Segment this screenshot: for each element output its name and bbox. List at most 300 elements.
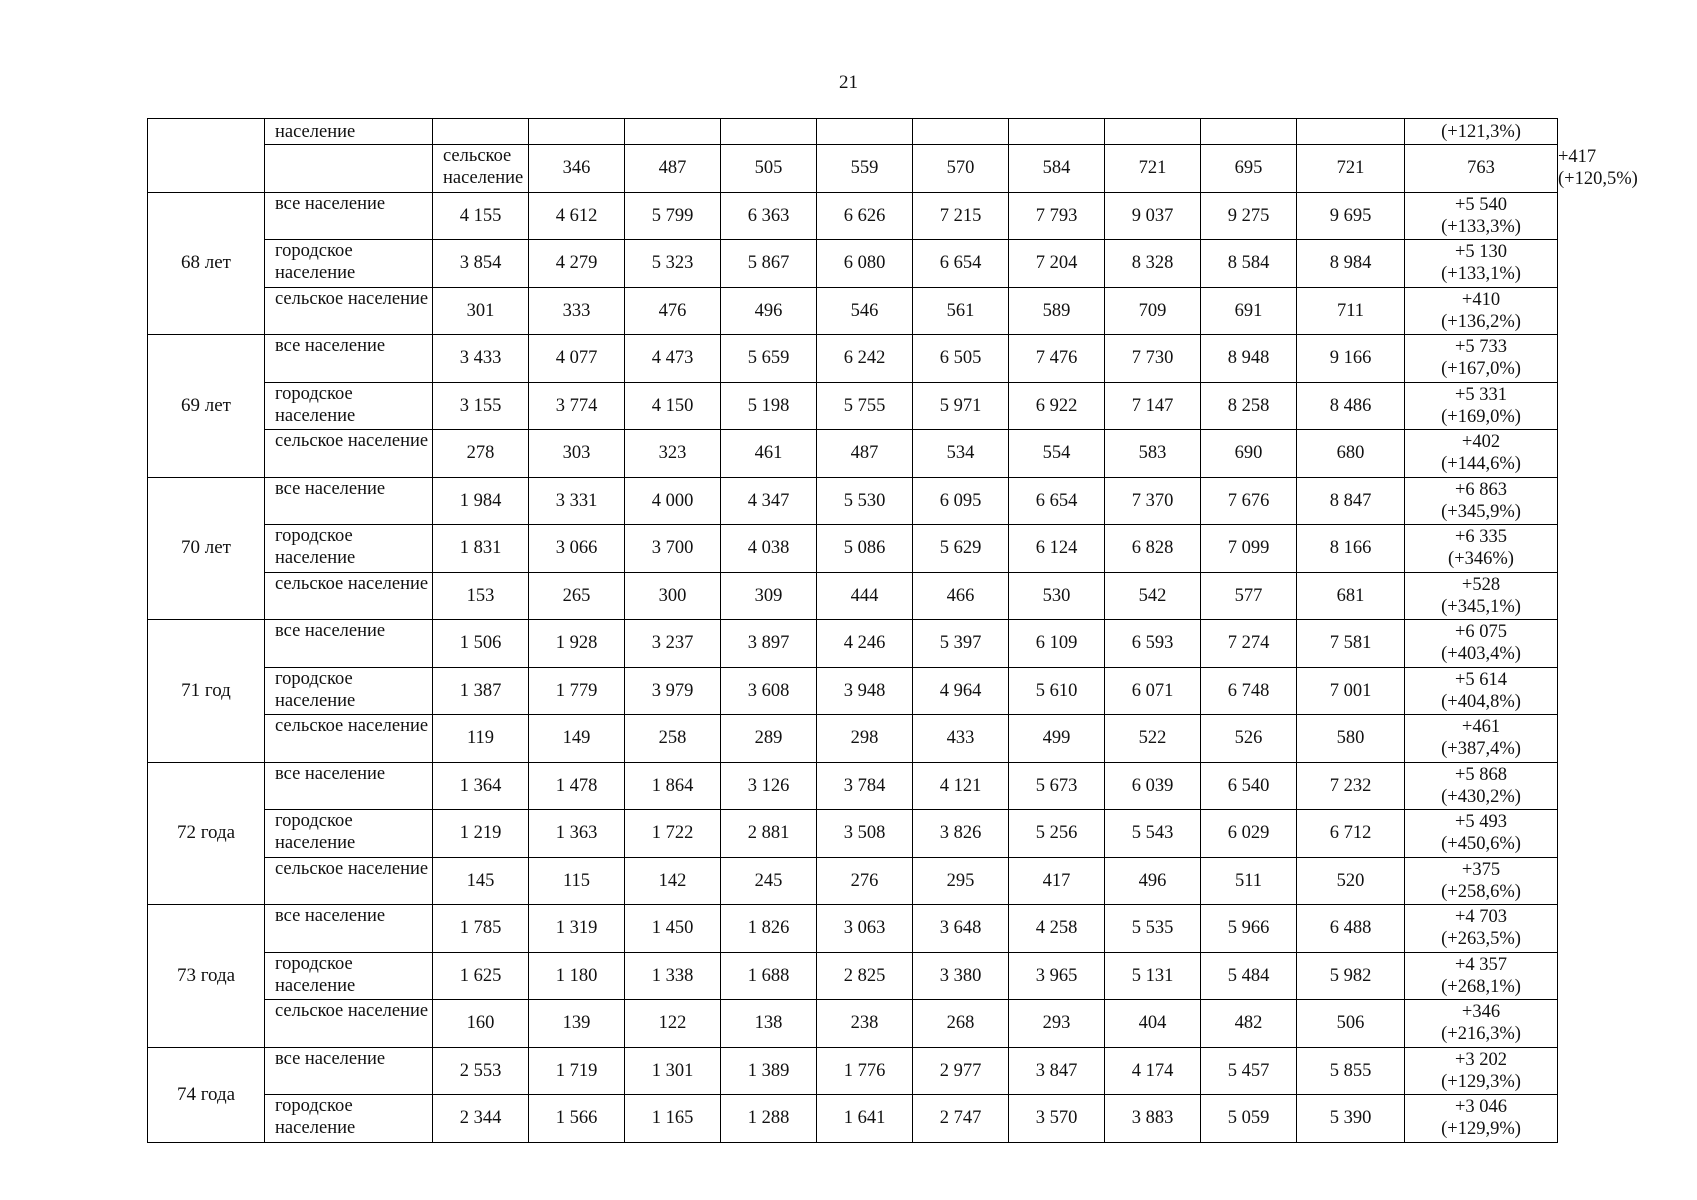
value-cell: 1 779 [529,667,625,715]
value-cell: 333 [529,287,625,335]
value-cell: 1 219 [433,810,529,858]
value-cell: 3 570 [1009,1095,1105,1143]
table-row [148,287,1558,335]
age-group-cell: 69 лет [148,335,265,478]
value-cell: 444 [817,572,913,620]
value-cell: 7 730 [1105,335,1201,383]
change-absolute: +5 130 [1454,242,1508,263]
value-cell: 301 [433,287,529,335]
value-cell: 3 126 [721,762,817,810]
value-cell: 1 301 [625,1047,721,1095]
value-cell: 1 450 [625,905,721,953]
table-row [148,857,1558,905]
value-cell: 7 793 [1009,192,1105,240]
value-cell: 6 071 [1105,667,1201,715]
value-cell: 153 [433,572,529,620]
value-cell: 3 897 [721,620,817,668]
value-cell: 265 [529,572,625,620]
value-cell: 695 [1201,145,1297,193]
value-cell: 3 155 [433,382,529,430]
value-cell: 1 722 [625,810,721,858]
value-cell: 8 258 [1201,382,1297,430]
change-cell [1405,1000,1558,1048]
value-cell: 1 165 [625,1095,721,1143]
value-cell: 1 338 [625,952,721,1000]
table-row [148,1095,1558,1143]
value-cell: 6 029 [1201,810,1297,858]
value-cell: 346 [529,145,625,193]
value-cell: 476 [625,287,721,335]
value-cell: 3 847 [1009,1047,1105,1095]
age-cell [265,145,433,193]
value-cell: 138 [721,1000,817,1048]
value-cell: 3 979 [625,667,721,715]
value-cell: 1 288 [721,1095,817,1143]
change-percent: (+144,6%) [1441,454,1521,475]
value-cell: 690 [1201,430,1297,478]
change-cell [1405,715,1558,763]
value-cell [625,119,721,145]
change-cell [1405,477,1558,525]
change-cell [1405,905,1558,953]
value-cell: 2 881 [721,810,817,858]
table-row [148,905,1558,953]
value-cell: 4 246 [817,620,913,668]
change-absolute: +346 [1461,1002,1501,1023]
value-cell [721,119,817,145]
value-cell: 577 [1201,572,1297,620]
population-table [147,118,1638,1143]
table-row [148,715,1558,763]
value-cell: 3 066 [529,525,625,573]
value-cell: 5 390 [1297,1095,1405,1143]
value-cell: 1 478 [529,762,625,810]
value-cell: 6 039 [1105,762,1201,810]
value-cell: 554 [1009,430,1105,478]
change-cell [1405,667,1558,715]
change-cell [1405,810,1558,858]
category-cell: городское население [265,810,433,858]
value-cell: 4 038 [721,525,817,573]
category-cell: городское население [265,382,433,430]
change-percent: (+404,8%) [1441,691,1521,712]
change-absolute: +410 [1461,289,1501,310]
value-cell: 1 831 [433,525,529,573]
value-cell: 119 [433,715,529,763]
value-cell: 1 389 [721,1047,817,1095]
value-cell: 268 [913,1000,1009,1048]
change-absolute: +3 202 [1454,1049,1508,1070]
value-cell: 6 593 [1105,620,1201,668]
value-cell: 6 242 [817,335,913,383]
category-cell: сельское население [265,430,433,478]
value-cell: 496 [1105,857,1201,905]
value-cell: 559 [817,145,913,193]
value-cell: 526 [1201,715,1297,763]
value-cell: 149 [529,715,625,763]
value-cell: 5 867 [721,240,817,288]
value-cell: 293 [1009,1000,1105,1048]
change-absolute: +461 [1461,717,1501,738]
category-cell: городское население [265,240,433,288]
value-cell: 3 784 [817,762,913,810]
value-cell: 5 059 [1201,1095,1297,1143]
value-cell: 584 [1009,145,1105,193]
value-cell: 3 237 [625,620,721,668]
value-cell: 5 543 [1105,810,1201,858]
value-cell: 8 948 [1201,335,1297,383]
change-absolute: +375 [1461,859,1501,880]
change-percent: (+403,4%) [1441,644,1521,665]
value-cell: 7 147 [1105,382,1201,430]
value-cell: 1 688 [721,952,817,1000]
value-cell: 7 001 [1297,667,1405,715]
value-cell: 139 [529,1000,625,1048]
age-group-cell: 74 года [148,1047,265,1142]
value-cell: 6 712 [1297,810,1405,858]
value-cell: 534 [913,430,1009,478]
value-cell [1105,119,1201,145]
value-cell: 2 747 [913,1095,1009,1143]
change-cell [1405,382,1558,430]
value-cell: 295 [913,857,1009,905]
value-cell: 5 799 [625,192,721,240]
value-cell: 1 180 [529,952,625,1000]
value-cell: 300 [625,572,721,620]
value-cell: 3 883 [1105,1095,1201,1143]
value-cell: 6 922 [1009,382,1105,430]
category-cell: сельское население [265,287,433,335]
value-cell: 711 [1297,287,1405,335]
value-cell: 1 826 [721,905,817,953]
value-cell: 6 124 [1009,525,1105,573]
value-cell: 3 433 [433,335,529,383]
value-cell: 5 530 [817,477,913,525]
change-cell [1405,287,1558,335]
value-cell [817,119,913,145]
change-cell [1405,525,1558,573]
value-cell: 7 676 [1201,477,1297,525]
value-cell: 5 982 [1297,952,1405,1000]
table-row [148,810,1558,858]
value-cell: 7 232 [1297,762,1405,810]
category-cell: городское население [265,952,433,1000]
value-cell: 6 540 [1201,762,1297,810]
value-cell: 8 486 [1297,382,1405,430]
value-cell: 6 654 [1009,477,1105,525]
value-cell [1297,119,1405,145]
category-cell: сельское население [265,715,433,763]
value-cell: 1 776 [817,1047,913,1095]
value-cell: 6 626 [817,192,913,240]
value-cell: 8 847 [1297,477,1405,525]
value-cell: 7 215 [913,192,1009,240]
change-percent: (+129,3%) [1441,1071,1521,1092]
value-cell: 9 275 [1201,192,1297,240]
change-cell [1405,952,1558,1000]
change-percent: (+268,1%) [1441,976,1521,997]
table-row: сельское население 346 487 505 559 570 584 721 695 721 763 +417 (+120,5%) [148,145,1558,193]
category-cell: все население [265,477,433,525]
table-row [148,240,1558,288]
value-cell: 303 [529,430,625,478]
value-cell: 3 965 [1009,952,1105,1000]
value-cell: 4 258 [1009,905,1105,953]
value-cell: 4 279 [529,240,625,288]
change-percent: (+133,3%) [1441,216,1521,237]
value-cell: 4 077 [529,335,625,383]
category-cell: городское население [265,1095,433,1143]
value-cell: 2 825 [817,952,913,1000]
value-cell: 520 [1297,857,1405,905]
value-cell: 542 [1105,572,1201,620]
change-absolute: +3 046 [1454,1097,1508,1118]
value-cell: 1 864 [625,762,721,810]
value-cell: 3 063 [817,905,913,953]
value-cell: 6 095 [913,477,1009,525]
change-absolute: +4 703 [1454,907,1508,928]
value-cell: 709 [1105,287,1201,335]
age-group-cell: 73 года [148,905,265,1048]
value-cell: 7 204 [1009,240,1105,288]
table-row [148,667,1558,715]
value-cell: 238 [817,1000,913,1048]
value-cell: 1 625 [433,952,529,1000]
change-cell [1405,1047,1558,1095]
value-cell: 145 [433,857,529,905]
value-cell: 8 166 [1297,525,1405,573]
table-row [148,952,1558,1000]
value-cell: 4 150 [625,382,721,430]
value-cell: 5 397 [913,620,1009,668]
value-cell: 276 [817,857,913,905]
table-row [148,762,1558,810]
change-percent: (+450,6%) [1441,834,1521,855]
value-cell: 721 [1297,145,1405,193]
change-percent: (+346%) [1448,549,1514,570]
change-cell [1405,620,1558,668]
value-cell: 3 331 [529,477,625,525]
value-cell: 7 476 [1009,335,1105,383]
value-cell: 487 [625,145,721,193]
change-absolute: +6 863 [1454,479,1508,500]
category-cell: сельское население [433,145,529,193]
value-cell: 6 654 [913,240,1009,288]
value-cell: 2 344 [433,1095,529,1143]
change-cell [1405,430,1558,478]
value-cell: 681 [1297,572,1405,620]
change-percent: (+263,5%) [1441,929,1521,950]
value-cell: 298 [817,715,913,763]
page-number: 21 [839,72,858,93]
value-cell: 1 785 [433,905,529,953]
table-body [148,119,1638,1143]
value-cell: 6 080 [817,240,913,288]
value-cell: 680 [1297,430,1405,478]
value-cell: 7 370 [1105,477,1201,525]
value-cell: 7 274 [1201,620,1297,668]
value-cell: 461 [721,430,817,478]
value-cell: 5 535 [1105,905,1201,953]
value-cell: 530 [1009,572,1105,620]
value-cell: 561 [913,287,1009,335]
value-cell: 5 659 [721,335,817,383]
category-cell: городское население [265,525,433,573]
value-cell: 6 363 [721,192,817,240]
value-cell: 7 099 [1201,525,1297,573]
value-cell: 4 612 [529,192,625,240]
value-cell: 1 719 [529,1047,625,1095]
value-cell: 258 [625,715,721,763]
table-row [148,620,1558,668]
value-cell: 433 [913,715,1009,763]
age-group-cell: 70 лет [148,477,265,620]
category-cell: все население [265,192,433,240]
change-percent: (+216,3%) [1441,1024,1521,1045]
value-cell: 5 966 [1201,905,1297,953]
change-absolute: +5 493 [1454,812,1508,833]
category-cell: городское население [265,667,433,715]
value-cell: 506 [1297,1000,1405,1048]
value-cell: 721 [1105,145,1201,193]
value-cell: 2 977 [913,1047,1009,1095]
value-cell: 6 109 [1009,620,1105,668]
value-cell: 5 971 [913,382,1009,430]
value-cell [913,119,1009,145]
change-absolute: +5 331 [1454,384,1508,405]
value-cell: 1 506 [433,620,529,668]
category-cell: все население [265,905,433,953]
change-percent: (+387,4%) [1441,739,1521,760]
value-cell: 589 [1009,287,1105,335]
value-cell: 245 [721,857,817,905]
value-cell: 487 [817,430,913,478]
change-percent: (+129,9%) [1441,1119,1521,1140]
value-cell: 3 854 [433,240,529,288]
value-cell: 3 774 [529,382,625,430]
value-cell: 482 [1201,1000,1297,1048]
value-cell: 1 363 [529,810,625,858]
value-cell: 5 673 [1009,762,1105,810]
value-cell: 4 473 [625,335,721,383]
age-group-cell: 72 года [148,762,265,905]
age-cell [148,119,265,193]
table-row [148,525,1558,573]
value-cell: 5 256 [1009,810,1105,858]
value-cell: 3 826 [913,810,1009,858]
table-row [148,572,1558,620]
change-absolute: +5 614 [1454,669,1508,690]
value-cell: 9 166 [1297,335,1405,383]
value-cell [1009,119,1105,145]
change-cell [1405,572,1558,620]
value-cell: 8 584 [1201,240,1297,288]
category-cell: сельское население [265,1000,433,1048]
value-cell: 323 [625,430,721,478]
change-absolute: +5 733 [1454,337,1508,358]
table-row [148,335,1558,383]
value-cell: 4 000 [625,477,721,525]
table-row [148,192,1558,240]
value-cell: 4 347 [721,477,817,525]
change-percent: (+167,0%) [1441,359,1521,380]
category-cell: население [265,119,433,145]
value-cell: 5 755 [817,382,913,430]
table-row [148,477,1558,525]
change-cell [1405,192,1558,240]
value-cell: 5 629 [913,525,1009,573]
age-group-cell: 71 год [148,620,265,763]
value-cell: 466 [913,572,1009,620]
category-cell: все население [265,762,433,810]
age-group-cell: 68 лет [148,192,265,335]
category-cell: все население [265,335,433,383]
value-cell: 160 [433,1000,529,1048]
change-percent: (+258,6%) [1441,881,1521,902]
value-cell: 4 121 [913,762,1009,810]
value-cell: 3 648 [913,905,1009,953]
value-cell: 8 328 [1105,240,1201,288]
change-percent: (+345,1%) [1441,596,1521,617]
value-cell: 691 [1201,287,1297,335]
value-cell: 1 984 [433,477,529,525]
change-cell: (+121,3%) [1405,119,1558,145]
change-cell [1405,1095,1558,1143]
value-cell: 404 [1105,1000,1201,1048]
value-cell: 1 319 [529,905,625,953]
change-absolute: +528 [1461,574,1501,595]
value-cell: 5 323 [625,240,721,288]
value-cell: 763 [1405,145,1558,193]
value-cell: 417 [1009,857,1105,905]
change-absolute: +5 868 [1454,764,1508,785]
value-cell: 5 855 [1297,1047,1405,1095]
value-cell [1201,119,1297,145]
change-absolute: +5 540 [1454,194,1508,215]
value-cell: 3 608 [721,667,817,715]
value-cell: 5 457 [1201,1047,1297,1095]
category-cell: все население [265,620,433,668]
table-row [148,119,1558,145]
value-cell: 309 [721,572,817,620]
change-cell [1405,762,1558,810]
change-cell [1405,335,1558,383]
change-percent: (+169,0%) [1441,406,1521,427]
value-cell: 6 828 [1105,525,1201,573]
category-cell: сельское население [265,857,433,905]
value-cell: 3 700 [625,525,721,573]
value-cell: 1 928 [529,620,625,668]
value-cell: 8 984 [1297,240,1405,288]
value-cell: 522 [1105,715,1201,763]
value-cell: 5 484 [1201,952,1297,1000]
value-cell: 5 131 [1105,952,1201,1000]
value-cell: 1 566 [529,1095,625,1143]
value-cell: 6 488 [1297,905,1405,953]
value-cell: 511 [1201,857,1297,905]
change-percent: (+133,1%) [1441,264,1521,285]
change-cell [1405,240,1558,288]
value-cell: 4 174 [1105,1047,1201,1095]
change-cell [1405,857,1558,905]
value-cell: 6 748 [1201,667,1297,715]
category-cell: все население [265,1047,433,1095]
value-cell: 3 380 [913,952,1009,1000]
value-cell: 3 948 [817,667,913,715]
change-absolute: +6 335 [1454,527,1508,548]
table-row [148,382,1558,430]
value-cell: 3 508 [817,810,913,858]
